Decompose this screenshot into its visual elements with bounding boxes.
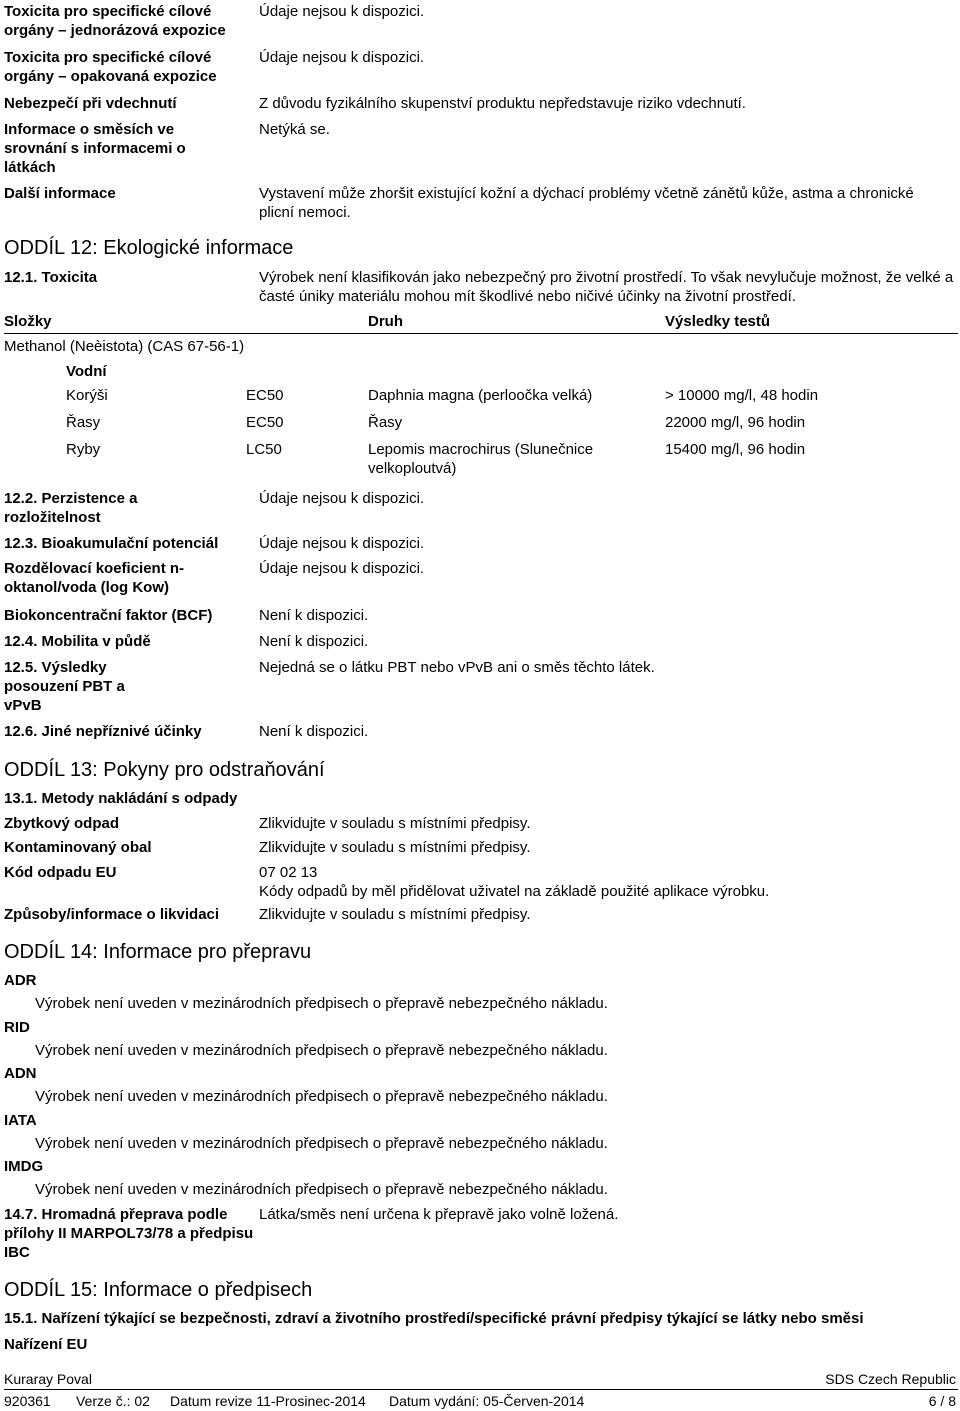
pbt-label: 12.5. Výsledky posouzení PBT a vPvB bbox=[4, 659, 125, 714]
table-row-result: > 10000 mg/l, 48 hodin bbox=[665, 387, 819, 404]
section-15-subtitle: 15.1. Nařízení týkající se bezpečnosti, zdraví a životního prostředí/specifické právní předpisy týkající se látky nebo směsi bbox=[4, 1310, 864, 1327]
footer-revision-date: Datum revize 11-Prosinec-2014 bbox=[170, 1393, 366, 1409]
other-effects-value: Není k dispozici. bbox=[259, 723, 369, 740]
footer-version: Verze č.: 02 bbox=[76, 1393, 150, 1409]
transport-mode-iata: IATA bbox=[4, 1112, 37, 1129]
table-row-type: EC50 bbox=[246, 414, 284, 431]
footer-company: Kuraray Poval bbox=[4, 1371, 92, 1387]
footer-issue-date: Datum vydání: 05-Červen-2014 bbox=[389, 1393, 585, 1409]
table-row-species: Daphnia magna (perloočka velká) bbox=[368, 387, 593, 404]
value-stot-single: Údaje nejsou k dispozici. bbox=[259, 3, 425, 20]
transport-mode-adn-text: Výrobek není uveden v mezinárodních předpisech o přepravě nebezpečného nákladu. bbox=[35, 1088, 608, 1105]
footer-page-number: 6 / 8 bbox=[928, 1393, 956, 1409]
transport-mode-imdg-text: Výrobek není uveden v mezinárodních předpisech o přepravě nebezpečného nákladu. bbox=[35, 1181, 608, 1198]
label-aspiration: Nebezpečí při vdechnutí bbox=[4, 95, 177, 112]
table-row-type: LC50 bbox=[246, 441, 282, 458]
footer-product-code: 920361 bbox=[4, 1393, 51, 1409]
pbt-value: Nejedná se o látku PBT nebo vPvB ani o směs těchto látek. bbox=[259, 659, 655, 676]
label-stot-repeated: Toxicita pro specifické cílové orgány – opakovaná expozice bbox=[4, 49, 217, 85]
disposal-methods-label: Způsoby/informace o likvidaci bbox=[4, 906, 220, 923]
section-13-subtitle: 13.1. Metody nakládání s odpady bbox=[4, 790, 238, 807]
table-row-species: Lepomis macrochirus (Slunečnice velkoploutvá) bbox=[368, 441, 594, 477]
transport-mode-rid: RID bbox=[4, 1019, 30, 1036]
toxicity-text: Výrobek není klasifikován jako nebezpečný pro životní prostředí. To však nevylučuje možnost, že velké a časté úniky materiálu mohou mít škodlivé nebo ničivé účinky na životní prostředí. bbox=[259, 269, 954, 305]
table-row-type: EC50 bbox=[246, 387, 284, 404]
partition-label: Rozdělovací koeficient n-oktanol/voda (log Kow) bbox=[4, 560, 185, 596]
persistence-label: 12.2. Perzistence a rozložitelnost bbox=[4, 490, 138, 526]
bcf-label: Biokoncentrační faktor (BCF) bbox=[4, 607, 213, 624]
footer-sds: SDS Czech Republic bbox=[825, 1371, 956, 1387]
eu-waste-code-note: Kódy odpadů by měl přidělovat uživatel na základě použité aplikace výrobku. bbox=[259, 883, 770, 900]
other-effects-label: 12.6. Jiné nepříznivé účinky bbox=[4, 723, 202, 740]
table-row-species: Řasy bbox=[368, 414, 403, 431]
transport-mode-iata-text: Výrobek není uveden v mezinárodních předpisech o přepravě nebezpečného nákladu. bbox=[35, 1135, 608, 1152]
label-mixture-info: Informace o směsích ve srovnání s informacemi o látkách bbox=[4, 121, 186, 176]
value-aspiration: Z důvodu fyzikálního skupenství produktu nepředstavuje riziko vdechnutí. bbox=[259, 95, 746, 112]
disposal-methods-value: Zlikvidujte v souladu s místními předpisy. bbox=[259, 906, 531, 923]
eu-waste-code-value: 07 02 13 bbox=[259, 864, 318, 881]
col-header-results: Výsledky testů bbox=[665, 313, 771, 330]
transport-mode-rid-text: Výrobek není uveden v mezinárodních předpisech o přepravě nebezpečného nákladu. bbox=[35, 1042, 608, 1059]
partition-value: Údaje nejsou k dispozici. bbox=[259, 560, 425, 577]
section-12-title: ODDÍL 12: Ekologické informace bbox=[4, 237, 294, 259]
bcf-value: Není k dispozici. bbox=[259, 607, 369, 624]
table-row-result: 15400 mg/l, 96 hodin bbox=[665, 441, 806, 458]
bulk-transport-value: Látka/směs není určena k přepravě jako volně ložená. bbox=[259, 1206, 619, 1223]
mobility-label: 12.4. Mobilita v půdě bbox=[4, 633, 151, 650]
mobility-value: Není k dispozici. bbox=[259, 633, 369, 650]
transport-mode-imdg: IMDG bbox=[4, 1158, 44, 1175]
contaminated-packaging-label: Kontaminovaný obal bbox=[4, 839, 152, 856]
toxicity-label: 12.1. Toxicita bbox=[4, 269, 98, 286]
value-mixture-info: Netýká se. bbox=[259, 121, 330, 138]
section-14-title: ODDÍL 14: Informace pro přepravu bbox=[4, 941, 312, 963]
table-row-organism: Ryby bbox=[66, 441, 101, 458]
col-header-species: Druh bbox=[368, 313, 403, 330]
component-name: Methanol (Neèistota) (CAS 67-56-1) bbox=[4, 338, 245, 355]
eu-regulations-label: Nařízení EU bbox=[4, 1336, 88, 1353]
label-stot-single: Toxicita pro specifické cílové orgány – jednorázová expozice bbox=[4, 3, 226, 39]
bulk-transport-label: 14.7. Hromadná přeprava podle přílohy II MARPOL73/78 a předpisu IBC bbox=[4, 1206, 254, 1261]
value-stot-repeated: Údaje nejsou k dispozici. bbox=[259, 49, 425, 66]
section-15-title: ODDÍL 15: Informace o předpisech bbox=[4, 1279, 313, 1301]
table-row-result: 22000 mg/l, 96 hodin bbox=[665, 414, 806, 431]
col-header-components: Složky bbox=[4, 313, 52, 330]
residual-waste-value: Zlikvidujte v souladu s místními předpisy. bbox=[259, 815, 531, 832]
table-row-organism: Řasy bbox=[66, 414, 101, 431]
table-header-rule bbox=[4, 333, 958, 334]
table-row-organism: Korýši bbox=[66, 387, 108, 404]
section-13-title: ODDÍL 13: Pokyny pro odstraňování bbox=[4, 759, 325, 781]
transport-mode-adr: ADR bbox=[4, 972, 37, 989]
contaminated-packaging-value: Zlikvidujte v souladu s místními předpisy. bbox=[259, 839, 531, 856]
bioaccum-label: 12.3. Bioakumulační potenciál bbox=[4, 535, 219, 552]
value-further-info: Vystavení může zhoršit existující kožní a dýchací problémy včetně zánětů kůže, astma a chronické plicní nemoci. bbox=[259, 185, 914, 221]
footer-rule bbox=[4, 1389, 958, 1390]
bioaccum-value: Údaje nejsou k dispozici. bbox=[259, 535, 425, 552]
transport-mode-adr-text: Výrobek není uveden v mezinárodních předpisech o přepravě nebezpečného nákladu. bbox=[35, 995, 608, 1012]
transport-mode-adn: ADN bbox=[4, 1065, 37, 1082]
medium-aquatic: Vodní bbox=[66, 363, 107, 380]
residual-waste-label: Zbytkový odpad bbox=[4, 815, 120, 832]
persistence-value: Údaje nejsou k dispozici. bbox=[259, 490, 425, 507]
label-further-info: Další informace bbox=[4, 185, 116, 202]
eu-waste-code-label: Kód odpadu EU bbox=[4, 864, 117, 881]
